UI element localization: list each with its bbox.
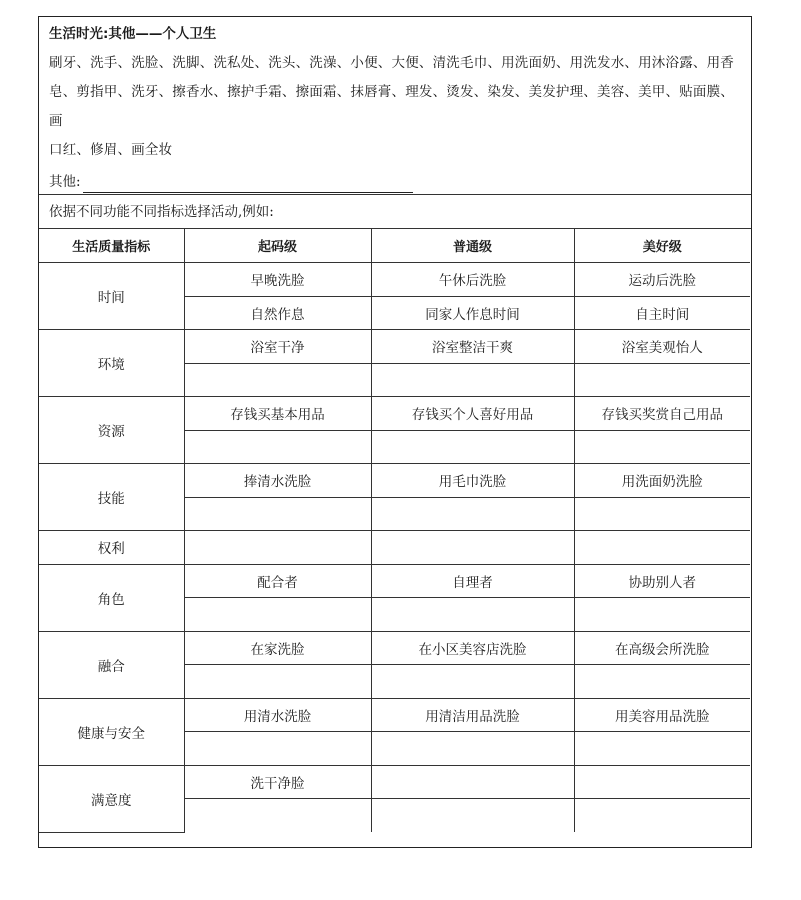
activity-line-1: 刷牙、洗手、洗脸、洗脚、洗私处、洗头、洗澡、小便、大便、清洗毛巾、用洗面奶、用洗发水、用沐浴露、用香 [49,55,734,71]
activity-line-3: 口红、修眉、画全妆 [49,142,173,158]
indicator-cell: 权利 [39,531,184,565]
table-cell: 浴室干净 [184,330,371,364]
table-cell: 自理者 [371,564,574,598]
table-cell [371,363,574,397]
table-cell: 同家人作息时间 [371,296,574,330]
table-cell [371,765,574,799]
table-cell [184,799,371,833]
table-cell: 早晚洗脸 [184,263,371,297]
other-label: 其他: [49,174,81,190]
table-cell: 午休后洗脸 [371,263,574,297]
table-cell [184,430,371,464]
table-cell [371,497,574,531]
intro-text: 依据不同功能不同指标选择活动,例如: [39,195,751,229]
table-cell [371,598,574,632]
table-cell [184,363,371,397]
other-blank-line[interactable] [83,178,413,193]
indicator-cell: 资源 [39,397,184,464]
table-cell [574,765,750,799]
header-good-level: 美好级 [574,229,750,263]
header-basic-level: 起码级 [184,229,371,263]
table-body [39,263,750,833]
section-title: 生活时光:其他——个人卫生 [49,26,217,42]
table-row [39,263,750,297]
table-cell: 用清洁用品洗脸 [371,698,574,732]
table-row [39,765,750,799]
activity-section [39,17,751,195]
table-row [39,464,750,498]
table-cell: 自然作息 [184,296,371,330]
table-cell: 用洗面奶洗脸 [574,464,750,498]
table-cell: 浴室整洁干爽 [371,330,574,364]
other-row [49,171,741,193]
indicator-cell: 融合 [39,631,184,698]
table-row [39,397,750,431]
table-cell: 存钱买基本用品 [184,397,371,431]
table-row [39,531,750,565]
activity-line-2: 皂、剪指甲、洗牙、擦香水、擦护手霜、擦面霜、抹唇膏、理发、烫发、染发、美发护理、美容、美甲、贴面膜、画 [49,84,734,129]
table-cell [574,531,750,565]
table-cell [184,497,371,531]
table-cell [371,665,574,699]
table-cell: 运动后洗脸 [574,263,750,297]
table-header-row [39,229,750,263]
worksheet-frame [38,16,752,848]
header-indicator: 生活质量指标 [39,229,184,263]
table-cell [371,799,574,833]
table-cell [574,665,750,699]
table-row [39,564,750,598]
table-cell [574,732,750,766]
table-cell [574,497,750,531]
table-cell [574,430,750,464]
table-cell [574,598,750,632]
table-cell: 协助别人者 [574,564,750,598]
indicator-cell: 满意度 [39,765,184,832]
table-cell [574,799,750,833]
indicator-cell: 环境 [39,330,184,397]
table-cell [371,430,574,464]
table-cell: 洗干净脸 [184,765,371,799]
table-cell: 浴室美观怡人 [574,330,750,364]
table-cell: 自主时间 [574,296,750,330]
table-cell: 在小区美容店洗脸 [371,631,574,665]
table-cell: 用美容用品洗脸 [574,698,750,732]
table-row [39,631,750,665]
quality-indicator-table [39,229,750,833]
table-cell: 配合者 [184,564,371,598]
indicator-cell: 技能 [39,464,184,531]
header-normal-level: 普通级 [371,229,574,263]
table-cell: 在家洗脸 [184,631,371,665]
table-cell: 用清水洗脸 [184,698,371,732]
table-cell [184,598,371,632]
table-cell: 捧清水洗脸 [184,464,371,498]
indicator-cell: 时间 [39,263,184,330]
table-cell [184,732,371,766]
table-cell [371,531,574,565]
indicator-cell: 角色 [39,564,184,631]
table-cell [184,665,371,699]
table-cell: 存钱买奖赏自己用品 [574,397,750,431]
table-row [39,698,750,732]
table-cell [184,531,371,565]
table-cell: 在高级会所洗脸 [574,631,750,665]
table-cell: 存钱买个人喜好用品 [371,397,574,431]
table-row [39,330,750,364]
table-cell [574,363,750,397]
table-cell [371,732,574,766]
table-cell: 用毛巾洗脸 [371,464,574,498]
indicator-cell: 健康与安全 [39,698,184,765]
